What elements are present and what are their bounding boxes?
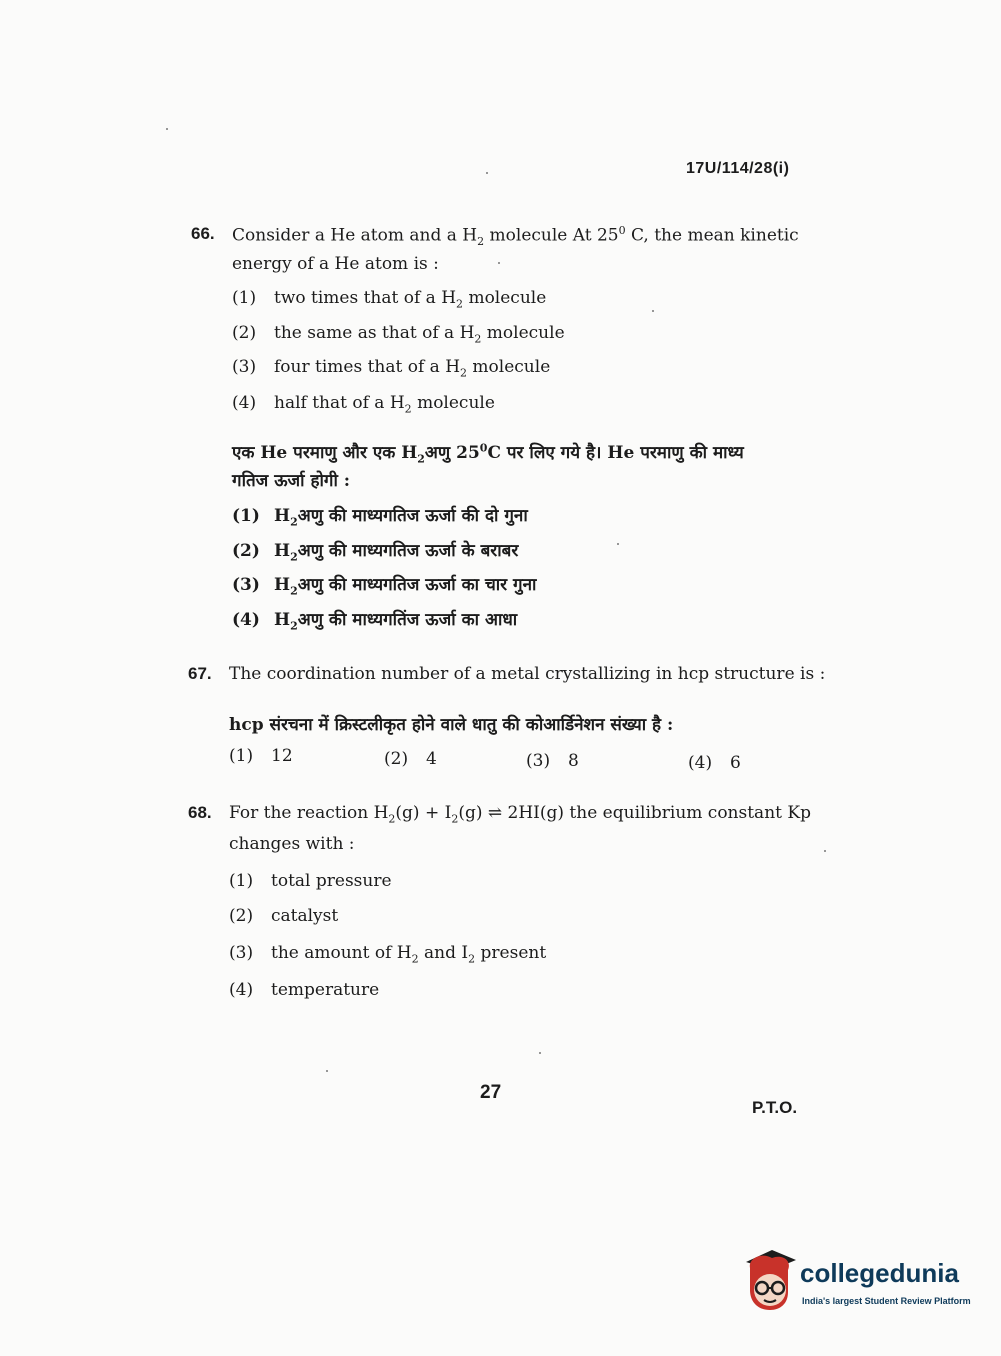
q68-option-1: (1) total pressure xyxy=(229,871,392,891)
question-67-text-en: The coordination number of a metal crystallizing in hcp structure is : xyxy=(229,664,826,684)
q66-option-en-1: (1) two times that of a $H_2$ molecule xyxy=(232,288,547,311)
question-68-number: 68. xyxy=(188,803,212,822)
scan-speck xyxy=(539,1052,541,1054)
paper-code: 17U/114/28(i) xyxy=(686,160,790,177)
logo-tagline: India's largest Student Review Platform xyxy=(802,1296,971,1306)
question-66-text-hi-line1: एक He परमाणु और एक $H_2अणु$ $25^0C$ पर लिए गये है। He परमाणु की माध्य xyxy=(232,441,744,466)
q67-option-1: (1) 12 xyxy=(229,746,293,766)
question-66-number: 66. xyxy=(191,224,215,243)
question-66-text-hi-line2: गतिज ऊर्जा होगी : xyxy=(232,471,351,491)
collegedunia-logo xyxy=(742,1248,972,1318)
scan-speck xyxy=(326,1070,328,1072)
page-number: 27 xyxy=(480,1082,502,1103)
q67-option-3: (3) 8 xyxy=(526,751,579,771)
q66-option-hi-1: (1) $H_2अणु$ की माध्यगतिज ऊर्जा की दो गुना xyxy=(232,506,528,529)
q66-option-hi-2: (2) $H_2अणु$ की माध्यगतिज ऊर्जा के बराबर xyxy=(232,541,519,564)
scan-speck xyxy=(166,128,168,130)
pto-label: P.T.O. xyxy=(752,1098,798,1117)
q68-option-3: (3) the amount of $H_2$ and $I_2$ present xyxy=(229,943,547,966)
scan-speck xyxy=(824,850,826,852)
q66-option-en-2: (2) the same as that of a $H_2$ molecule xyxy=(232,323,565,346)
q66-option-hi-4: (4) $H_2अणु$ की माध्यगतिंज ऊर्जा का आधा xyxy=(232,610,518,633)
q66-option-hi-3: (3) $H_2अणु$ की माध्यगतिज ऊर्जा का चार गुना xyxy=(232,575,537,598)
q67-option-2: (2) 4 xyxy=(384,749,437,769)
question-68-text-line1: For the reaction $H_2(g) + I_2(g)$ ⇌ 2HI(g) the equilibrium constant Kp xyxy=(229,803,811,826)
q68-option-2: (2) catalyst xyxy=(229,906,339,926)
question-66-text-en-line1: Consider a He atom and a $H_2$ molecule At $25^0$ C, the mean kinetic xyxy=(232,224,799,249)
question-67-number: 67. xyxy=(188,664,212,683)
scan-speck xyxy=(486,172,488,174)
q67-option-4: (4) 6 xyxy=(688,753,741,773)
logo-mascot-icon xyxy=(742,1248,798,1312)
q66-option-en-4: (4) half that of a $H_2$ molecule xyxy=(232,393,495,416)
q68-option-4: (4) temperature xyxy=(229,980,380,1000)
question-66-text-en-line2: energy of a He atom is : xyxy=(232,254,439,274)
logo-brand-text: collegedunia xyxy=(800,1258,959,1288)
question-68-text-line2: changes with : xyxy=(229,834,355,854)
scan-speck xyxy=(617,543,619,545)
scan-speck xyxy=(652,310,654,312)
q66-option-en-3: (3) four times that of a $H_2$ molecule xyxy=(232,357,551,380)
question-67-text-hi: hcp संरचना में क्रिस्टलीकृत होने वाले धातु की कोआर्डिनेशन संख्या है : xyxy=(229,715,674,735)
scan-speck xyxy=(498,262,500,264)
